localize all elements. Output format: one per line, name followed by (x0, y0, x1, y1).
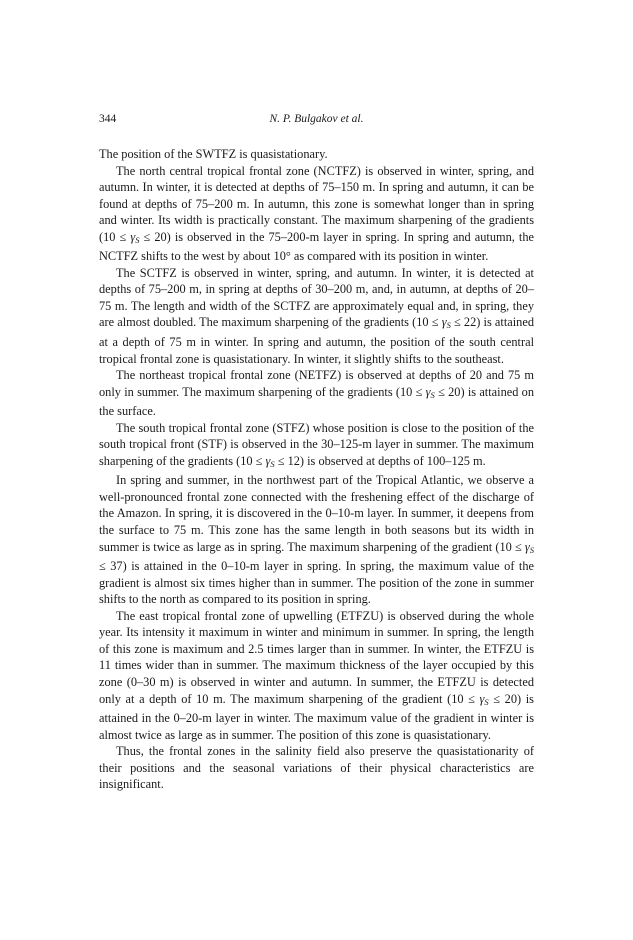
gamma-subscript: S (446, 320, 451, 331)
gamma-symbol: γ (479, 691, 485, 706)
paragraph-p1 (99, 146, 534, 163)
gamma-symbol: γ (425, 384, 431, 399)
paragraph-p6 (99, 472, 534, 607)
text-run: ≤ 37) is attained in the 0–10-m layer in spring. In spring, the maximum value of the gradient is almost six times higher than in summer. The position of the zone in summer shifts to the north as compared to its position in spring. (99, 559, 534, 607)
paragraph-p7 (99, 608, 534, 743)
paragraph-p5 (99, 420, 534, 473)
text-run: The south tropical frontal zone (STFZ) whose position is close to the position of the south tropical front (STF) is observed in the 30–125-m layer in summer. The maximum sharpening of the gradients (10 ≤ (99, 420, 534, 468)
text-run: ≤ 20) is attained in the 0–20-m layer in winter. The maximum value of the gradient in winter is almost twice as large as in summer. The position of this zone is quasistationary. (99, 691, 534, 742)
gamma-subscript: S (484, 696, 489, 707)
text-run: ≤ 12) is observed at depths of 100–125 m. (274, 453, 486, 468)
text-run: ≤ 22) is attained at a depth of 75 m in winter. In spring and autumn, the position of the south central tropical frontal zone is quasistationary. In winter, it slightly shifts to the southeast. (99, 315, 535, 366)
gamma-symbol: γ (524, 539, 530, 554)
gamma-subscript: S (135, 234, 140, 245)
gamma-subscript: S (270, 458, 275, 469)
gamma-subscript: S (529, 544, 534, 555)
gamma-subscript: S (430, 389, 435, 400)
running-head (99, 113, 534, 129)
gamma-symbol: γ (441, 315, 447, 330)
running-title: N. P. Bulgakov et al. (269, 113, 364, 125)
paragraph-p3 (99, 265, 534, 367)
page-number: 344 (99, 113, 117, 125)
text-run: ≤ 20) is observed in the 75–200-m layer in spring. In spring and autumn, the NCTFZ shifts to the west by about 10° as compared with its position in winter. (99, 229, 534, 264)
paragraph-p2 (99, 163, 534, 265)
text-run: The east tropical frontal zone of upwelling (ETFZU) is observed during the whole year. Its intensity it maximum in winter and minimum in summer. In spring, the length of this zone is maximum and 2.5 times larger than in summer. In winter, the ETFZU is 11 times wider than in summer. The maximum thickness of the layer occupied by this zone (0–30 m) is observed in winter and autumn. In summer, the ETFZU is detected only at a depth of 10 m. The maximum sharpening of the gradient (10 ≤ (99, 608, 534, 706)
gamma-symbol: γ (265, 453, 271, 468)
text-run: The SCTFZ is observed in winter, spring, and autumn. In winter, it is detected at depths of 75–200 m, in spring at depths of 30–200 m, and, in autumn, at depths of 20–75 m. The length and width of the SCTFZ are approximately equal and, in spring, they are almost doubled. The maximum sharpening of the gradients (10 ≤ (99, 265, 534, 330)
paragraph-p4 (99, 367, 534, 420)
paragraph-p8 (99, 743, 534, 793)
text-run: Thus, the frontal zones in the salinity field also preserve the quasistationarity of their positions and the seasonal variations of their physical characteristics are insignificant. (99, 744, 534, 792)
gamma-symbol: γ (130, 229, 136, 244)
text-run: The position of the SWTFZ is quasistationary. (99, 147, 328, 161)
text-run: ≤ 20) is attained on the surface. (99, 384, 534, 419)
body-text (99, 146, 534, 793)
text-run: In spring and summer, in the northwest part of the Tropical Atlantic, we observe a well-pronounced frontal zone connected with the freshening effect of the discharge of the Amazon. In spring, it is discovered in the 0–10-m layer. In summer, it deepens from the surface to 75 m. This zone has the same length in both seasons but its width in summer is twice as large as in spring. The maximum sharpening of the gradient (10 ≤ (99, 473, 534, 554)
text-run: The north central tropical frontal zone (NCTFZ) is observed in winter, spring, and autumn. In winter, it is detected at depths of 75–150 m. In spring and autumn, it can be found at depths of 75–200 m. In autumn, this zone is somewhat longer than in spring and winter. Its width is practically constant. The maximum sharpening of the gradients (10 ≤ (99, 163, 534, 244)
text-run: The northeast tropical frontal zone (NETFZ) is observed at depths of 20 and 75 m only in summer. The maximum sharpening of the gradients (10 ≤ (99, 368, 534, 399)
